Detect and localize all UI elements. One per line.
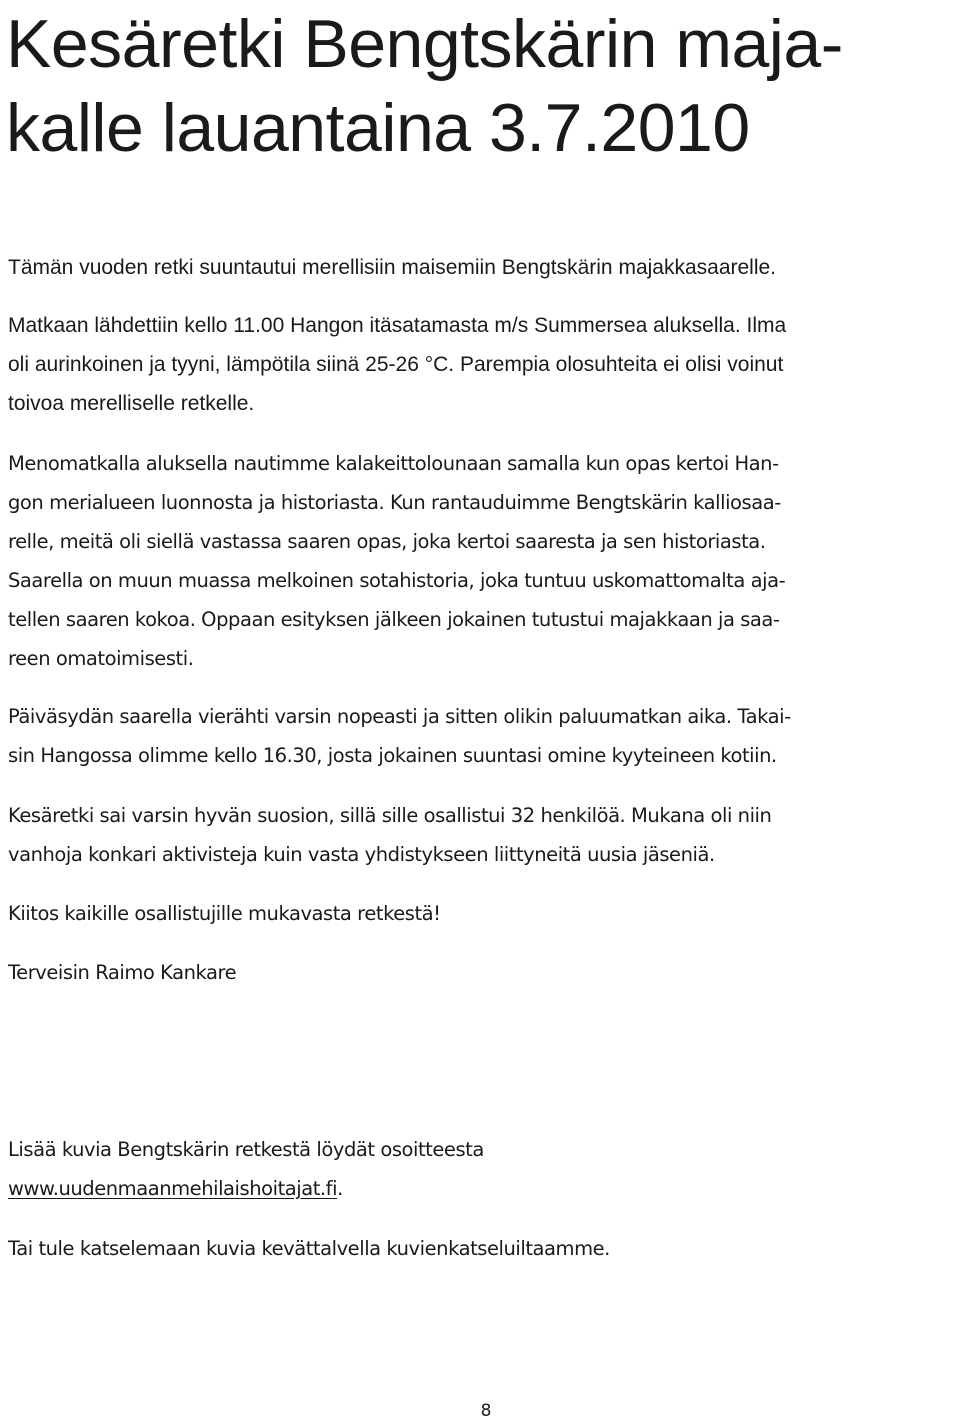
intro-line: Tämän vuoden retki suuntautui merellisiin maisemiin Bengtskärin majakkasaarelle.: [8, 256, 777, 279]
departure-line-1: Matkaan lähdettiin kello 11.00 Hangon itäsatamasta m/s Summersea aluksella. Ilma: [8, 314, 787, 337]
page-number: 8: [480, 1401, 492, 1421]
return-paragraph: [8, 697, 956, 775]
return-line-1: Päiväsydän saarella vierähti varsin nopeasti ja sitten olikin paluumatkan aika. Takai-: [8, 705, 791, 728]
title-line-2: kalle lauantaina 3.7.2010: [6, 90, 750, 166]
website-link[interactable]: www.uudenmaanmehilaishoitajat.fi: [8, 1177, 338, 1200]
journey-line-6: reen omatoimisesti.: [8, 647, 194, 670]
departure-paragraph: [8, 306, 956, 423]
intro-paragraph: [8, 248, 956, 287]
title-line-1: Kesäretki Bengtskärin maja-: [6, 6, 843, 82]
link-suffix: .: [337, 1177, 343, 1200]
signature-paragraph: [8, 953, 956, 992]
participants-line-2: vanhoja konkari aktivisteja kuin vasta yhdistykseen liittyneitä uusia jäseniä.: [8, 843, 715, 866]
article-title: [6, 2, 954, 170]
journey-line-4: Saarella on muun muassa melkoinen sotahistoria, joka tuntuu uskomattomalta aja-: [8, 569, 786, 592]
more-photos-paragraph: [8, 1130, 956, 1208]
more-photos-line: Lisää kuvia Bengtskärin retkestä löydät osoitteesta: [8, 1138, 484, 1161]
signature-line: Terveisin Raimo Kankare: [8, 961, 237, 984]
journey-line-5: tellen saaren kokoa. Oppaan esityksen jälkeen jokainen tutustui majakkaan ja saa-: [8, 608, 780, 631]
invitation-line: Tai tule katselemaan kuvia kevättalvella kuvienkatseluiltaamme.: [8, 1237, 610, 1260]
journey-line-2: gon merialueen luonnosta ja historiasta. Kun rantauduimme Bengtskärin kalliosaa-: [8, 491, 781, 514]
invitation-paragraph: [8, 1229, 956, 1268]
participants-paragraph: [8, 796, 956, 874]
departure-line-3: toivoa merelliselle retkelle.: [8, 392, 255, 415]
departure-line-2: oli aurinkoinen ja tyyni, lämpötila siinä 25-26 °C. Parempia olosuhteita ei olisi voinut: [8, 353, 784, 376]
thanks-paragraph: [8, 894, 956, 933]
journey-paragraph: [8, 444, 956, 678]
link-line: [8, 1169, 956, 1208]
thanks-line: Kiitos kaikille osallistujille mukavasta retkestä!: [8, 902, 441, 925]
participants-line-1: Kesäretki sai varsin hyvän suosion, sillä sille osallistui 32 henkilöä. Mukana oli niin: [8, 804, 772, 827]
journey-line-3: relle, meitä oli siellä vastassa saaren opas, joka kertoi saaresta ja sen historiasta.: [8, 530, 766, 553]
journey-line-1: Menomatkalla aluksella nautimme kalakeittolounaan samalla kun opas kertoi Han-: [8, 452, 779, 475]
return-line-2: sin Hangossa olimme kello 16.30, josta jokainen suuntasi omine kyyteineen kotiin.: [8, 744, 777, 767]
